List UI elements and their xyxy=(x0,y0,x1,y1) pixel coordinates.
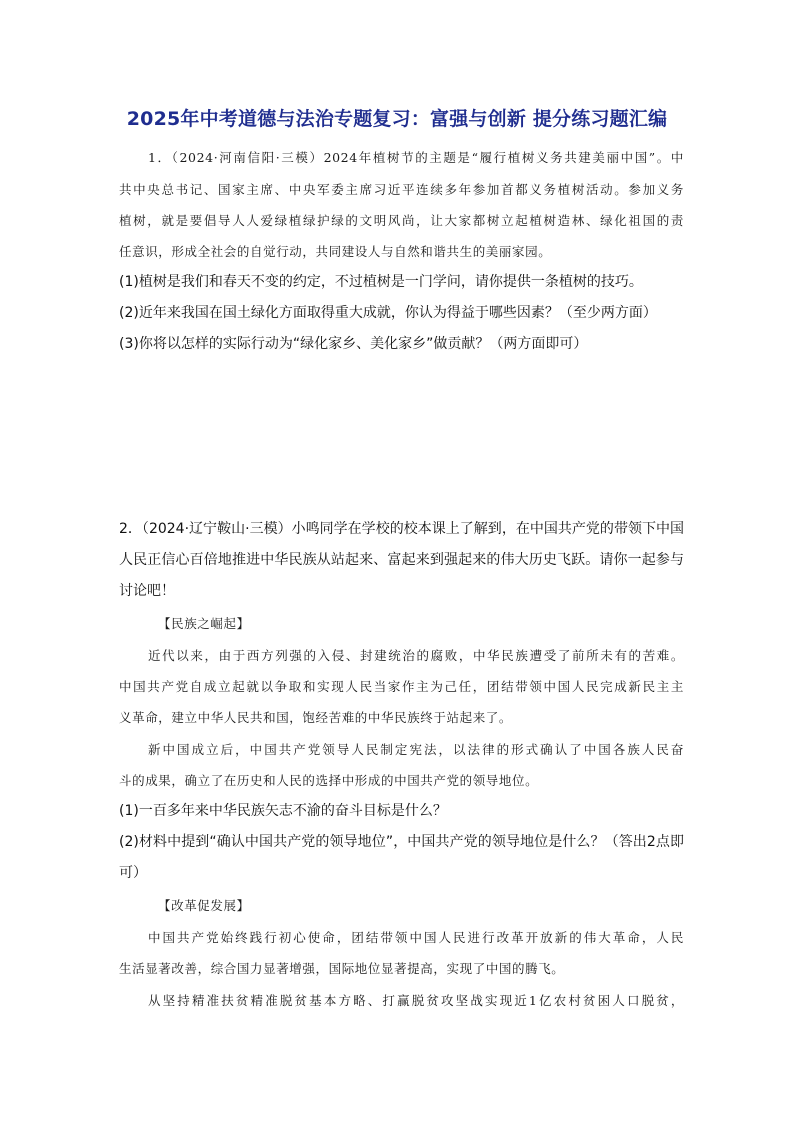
q1-subquestion-2: (2)近年来我国在国土绿化方面取得重大成就，你认为得益于哪些因素？（至少两方面） xyxy=(119,305,657,321)
q1-line-2: 共中央总书记、国家主席、中央军委主席习近平连续多年参加首都义务植树活动。参加义务 xyxy=(119,182,684,197)
q2-section1-para1-line-2: 中国共产党自成立起就以争取和实现人民当家作主为己任，团结带领中国人民完成新民主主 xyxy=(119,679,684,694)
q2-line-1: 2．（2024·辽宁鞍山·三模）小鸣同学在学校的校本课上了解到，在中国共产党的带领下中国 xyxy=(119,521,684,537)
q1-subquestion-3: (3)你将以怎样的实际行动为“绿化家乡、美化家乡”做贡献？（两方面即可） xyxy=(119,336,588,352)
q2-subquestion-2-line-2: 可） xyxy=(119,865,147,881)
q2-subquestion-1: (1)一百多年来中华民族矢志不渝的奋斗目标是什么？ xyxy=(119,803,447,819)
q2-section2-para1-line-2: 生活显著改善，综合国力显著增强，国际地位显著提高，实现了中国的腾飞。 xyxy=(119,961,565,976)
q2-section1-heading: 【民族之崛起】 xyxy=(158,616,250,631)
q2-subquestion-2-line-1: (2)材料中提到“确认中国共产党的领导地位”，中国共产党的领导地位是什么？（答出2点即 xyxy=(119,834,684,850)
q2-section1-para1-line-3: 义革命，建立中华人民共和国，饱经苦难的中华民族终于站起来了。 xyxy=(119,710,513,725)
document-title: 2025年中考道德与法治专题复习：富强与创新 提分练习题汇编 xyxy=(126,108,668,130)
q1-line-3: 植树，就是要倡导人人爱绿植绿护绿的文明风尚，让大家都树立起植树造林、绿化祖国的责 xyxy=(119,213,684,228)
q2-section2-para1-line-1: 中国共产党始终践行初心使命，团结带领中国人民进行改革开放新的伟大革命，人民 xyxy=(148,930,684,945)
q2-line-3: 讨论吧！ xyxy=(119,583,175,599)
q2-section1-para1-line-1: 近代以来，由于西方列强的入侵、封建统治的腐败，中华民族遭受了前所未有的苦难。 xyxy=(148,648,684,663)
q2-section1-para2-line-2: 斗的成果，确立了在历史和人民的选择中形成的中国共产党的领导地位。 xyxy=(119,773,539,788)
q1-line-4: 任意识，形成全社会的自觉行动，共同建设人与自然和谐共生的美丽家园。 xyxy=(119,244,552,259)
q1-line-1: 1．（2024·河南信阳·三模）2024年植树节的主题是“履行植树义务共建美丽中国”。中 xyxy=(148,150,684,165)
q2-line-2: 人民正信心百倍地推进中华民族从站起来、富起来到强起来的伟大历史飞跃。请你一起参与 xyxy=(119,552,684,568)
q2-section2-heading: 【改革促发展】 xyxy=(158,898,250,913)
q2-section2-para2-line-1: 从坚持精准扶贫精准脱贫基本方略、打赢脱贫攻坚战实现近1亿农村贫困人口脱贫， xyxy=(148,993,684,1008)
q2-section1-para2-line-1: 新中国成立后，中国共产党领导人民制定宪法，以法律的形式确认了中国各族人民奋 xyxy=(148,742,684,757)
q1-subquestion-1: (1)植树是我们和春天不变的约定，不过植树是一门学问，请你提供一条植树的技巧。 xyxy=(119,274,643,290)
